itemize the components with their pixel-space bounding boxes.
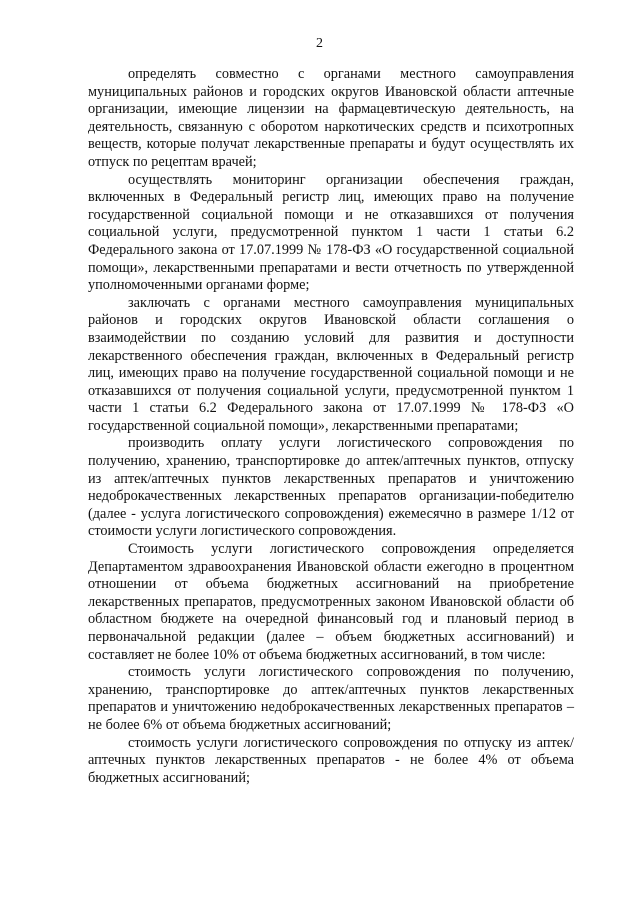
paragraph-4: производить оплату услуги логистического сопровождения по получению, хранению, транспортировке до аптек/аптечных пунктов, отпуску из аптек/аптечных пунктов лекарственных препаратов и уничтожению недоброкачественных лекарственных препаратов организации-победителю (далее - услуга логистического сопровождения) ежемесячно в размере 1/12 от стоимости услуги логистического сопровождения. [88, 435, 574, 540]
paragraph-5: Стоимость услуги логистического сопровождения определяется Департаментом здравоохранения Ивановской области ежегодно в процентном отношении от объема бюджетных ассигнований на приобретение лекарственных препаратов, предусмотренных законом Ивановской области об областном бюджете на очередной финансовый год и плановый период в первоначальной редакции (далее – объем бюджетных ассигнований) и составляет не более 10% от объема бюджетных ассигнований, в том числе: [88, 541, 574, 663]
paragraph-7: стоимость услуги логистического сопровождения по отпуску из аптек/аптечных пунктов лекарственных препаратов - не более 4% от объема бюджетных ассигнований; [88, 734, 574, 786]
paragraph-6: стоимость услуги логистического сопровождения по получению, хранению, транспортировке до аптек/аптечных пунктов лекарственных препаратов и уничтожению недоброкачественных лекарственных препаратов – не более 6% от объема бюджетных ассигнований; [88, 664, 574, 733]
page-number: 2 [316, 36, 323, 51]
paragraph-3: заключать с органами местного самоуправления муниципальных районов и городских округов Ивановской области соглашения о взаимодействии по созданию условий для развития и доступности лекарственного обеспечения граждан, включенных в Федеральный регистр лиц, имеющих право на получение государственной социальной помощи и не отказавшихся от получения социальной услуги, предусмотренной пунктом 1 части 1 статьи 6.2 Федерального закона от 17.07.1999 № 178-ФЗ «О государственной социальной помощи», лекарственными препаратами; [88, 294, 574, 434]
paragraph-2: осуществлять мониторинг организации обеспечения граждан, включенных в Федеральный регистр лиц, имеющих право на получение государственной социальной помощи и не отказавшихся от получения социальной услуги, предусмотренной пунктом 1 части 1 статьи 6.2 Федерального закона от 17.07.1999 № 178-ФЗ «О государственной социальной помощи», лекарственными препаратами и вести отчетность по утвержденной уполномоченными органами форме; [88, 171, 574, 294]
document-body [88, 66, 574, 787]
paragraph-1: определять совместно с органами местного самоуправления муниципальных районов и городских округов Ивановской области аптечные организации, имеющие лицензии на фармацевтическую деятельность, на деятельность, связанную с оборотом наркотических средств и психотропных веществ, которые получат лекарственные препараты и будут осуществлять их отпуск по рецептам врачей; [88, 66, 574, 170]
